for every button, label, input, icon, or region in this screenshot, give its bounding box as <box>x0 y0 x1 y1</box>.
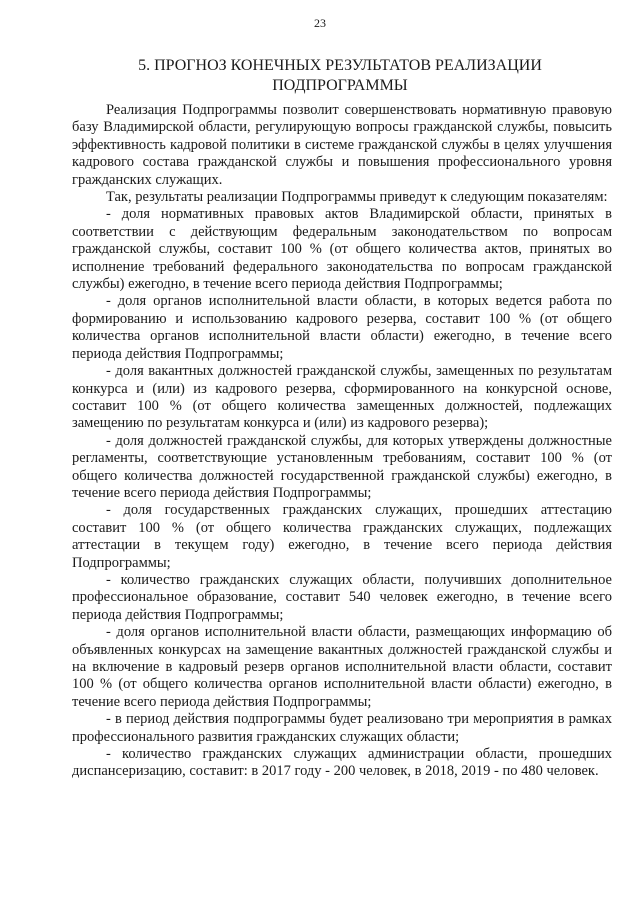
indicator-item: - доля органов исполнительной власти области, в которых ведется работа по формированию и использованию кадрового резерва, составит 100 % (от общего количества органов исполнительной власти области) ежегодно, в течение всего периода действия Подпрограммы; <box>72 293 612 362</box>
indicator-item: - в период действия подпрограммы будет реализовано три мероприятия в рамках профессионального развития гражданских служащих области; <box>72 711 612 745</box>
indicator-item: - доля должностей гражданской службы, для которых утверждены должностные регламенты, соответствующие установленным требованиям, составит 100 % (от общего количества должностей государственной гражданской службы) ежегодно, в течение всего периода действия Подпрограммы; <box>72 432 612 501</box>
indicator-item: - количество гражданских служащих администрации области, прошедших диспансеризацию, составит: в 2017 году - 200 человек, в 2018, 2019 - по 480 человек. <box>72 746 612 780</box>
page-number: 23 <box>314 16 326 30</box>
paragraph-results-lead: Так, результаты реализации Подпрограммы приведут к следующим показателям: <box>106 189 608 206</box>
indicator-item: - доля органов исполнительной власти области, размещающих информацию об объявленных конкурсах на замещение вакантных должностей гражданской службы и на включение в кадровый резерв органов исполнительной власти области, составит 100 % (от общего количества органов исполнительной власти области) ежегодно, в течение всего периода действия Подпрограммы; <box>72 624 612 710</box>
indicator-item: - доля вакантных должностей гражданской службы, замещенных по результатам конкурса и (или) из кадрового резерва, сформированного на конкурсной основе, составит 100 % (от общего количества замещенных должностей, подлежащих замещению по результатам конкурса и (или) из кадрового резерва); <box>72 363 612 432</box>
indicator-item: - доля государственных гражданских служащих, прошедших аттестацию составит 100 % (от общего количества гражданских служащих, подлежащих аттестации в текущем году) ежегодно, в течение всего периода действия Подпрограммы; <box>72 502 612 571</box>
section-heading <box>60 56 620 96</box>
indicator-item: - доля нормативных правовых актов Владимирской области, принятых в соответствии с действующим федеральным законодательством по вопросам гражданской службы, составит 100 % (от общего количества актов, принятых во исполнение требований федерального законодательства по вопросам гражданской службы) ежегодно, в течение всего периода действия Подпрограммы; <box>72 206 612 293</box>
section-heading-line-2: ПОДПРОГРАММЫ <box>272 77 408 94</box>
indicator-item: - количество гражданских служащих области, получивших дополнительное профессиональное образование, составит 540 человек ежегодно, в течение всего периода действия Подпрограммы; <box>72 571 612 623</box>
paragraph-intro: Реализация Подпрограммы позволит совершенствовать нормативную правовую базу Владимирской области, регулирующую вопросы гражданской службы, повысить эффективность кадровой политики в системе гражданской службы в целях улучшения кадрового состава гражданской службы и повышения профессионального уровня гражданских служащих. <box>72 102 612 188</box>
body-text <box>72 102 612 781</box>
section-heading-line-1: 5. ПРОГНОЗ КОНЕЧНЫХ РЕЗУЛЬТАТОВ РЕАЛИЗАЦИИ <box>138 57 542 74</box>
